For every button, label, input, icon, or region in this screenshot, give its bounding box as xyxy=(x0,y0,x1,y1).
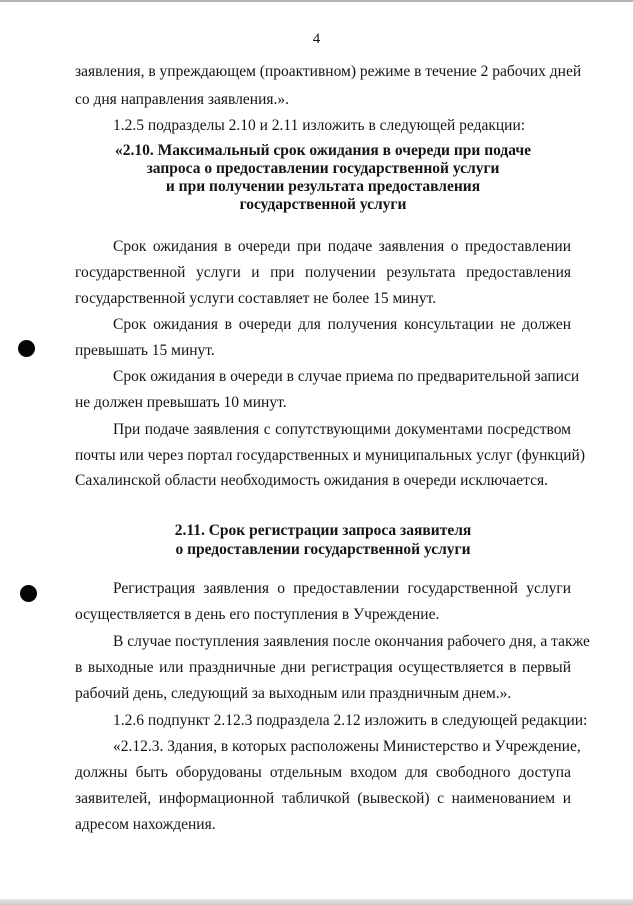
section-heading: 2.11. Срок регистрации запроса заявителя xyxy=(174,522,472,539)
text-line: превышать 15 минут. xyxy=(75,342,215,359)
section-heading: запроса о предоставлении государственной услуги xyxy=(146,160,500,177)
text-line: почты или через портал государственных и муниципальных услуг (функций) xyxy=(75,447,585,464)
text-line: Срок ожидания в очереди для получения консультации не должен xyxy=(113,316,571,333)
text-line: в выходные или праздничные дни регистрация осуществляется в первый xyxy=(75,659,571,676)
text-line: Сахалинской области необходимость ожидания в очереди исключается. xyxy=(75,472,548,489)
text-line: со дня направления заявления.». xyxy=(75,91,289,108)
text-line: осуществляется в день его поступления в Учреждение. xyxy=(75,606,440,623)
page-number: 4 xyxy=(312,31,321,47)
section-heading: о предоставлении государственной услуги xyxy=(175,541,471,558)
text-line: 1.2.5 подразделы 2.10 и 2.11 изложить в следующей редакции: xyxy=(113,117,526,134)
text-line: Срок ожидания в очереди в случае приема по предварительной записи xyxy=(113,368,580,385)
text-line: «2.12.3. Здания, в которых расположены Министерство и Учреждение, xyxy=(113,738,581,755)
text-line: В случае поступления заявления после окончания рабочего дня, а также xyxy=(113,633,590,650)
scan-edge-bottom xyxy=(0,899,633,905)
text-line: Срок ожидания в очереди при подаче заявления о предоставлении xyxy=(113,238,571,255)
text-line: должны быть оборудованы отдельным входом для свободного доступа xyxy=(75,764,571,781)
text-line: заявителей, информационной табличкой (вывеской) с наименованием и xyxy=(75,790,571,807)
text-line: рабочий день, следующий за выходным или праздничным днем.». xyxy=(75,685,512,702)
text-line: При подаче заявления с сопутствующими документами посредством xyxy=(113,421,571,438)
punch-hole-bottom xyxy=(20,585,37,602)
punch-hole-top xyxy=(18,340,35,357)
text-line: государственной услуги составляет не более 15 минут. xyxy=(75,290,437,307)
text-line: государственной услуги и при получении результата предоставления xyxy=(75,264,571,281)
text-line: заявления, в упреждающем (проактивном) режиме в течение 2 рабочих дней xyxy=(75,63,582,80)
scan-edge-top xyxy=(0,0,633,2)
section-heading: и при получении результата предоставления xyxy=(165,178,481,195)
section-heading: государственной услуги xyxy=(239,196,407,213)
text-line: не должен превышать 10 минут. xyxy=(75,394,287,411)
text-line: адресом нахождения. xyxy=(75,816,216,833)
section-heading: «2.10. Максимальный срок ожидания в очереди при подаче xyxy=(114,142,532,159)
text-line: Регистрация заявления о предоставлении государственной услуги xyxy=(113,580,571,597)
text-line: 1.2.6 подпункт 2.12.3 подраздела 2.12 изложить в следующей редакции: xyxy=(113,712,588,729)
